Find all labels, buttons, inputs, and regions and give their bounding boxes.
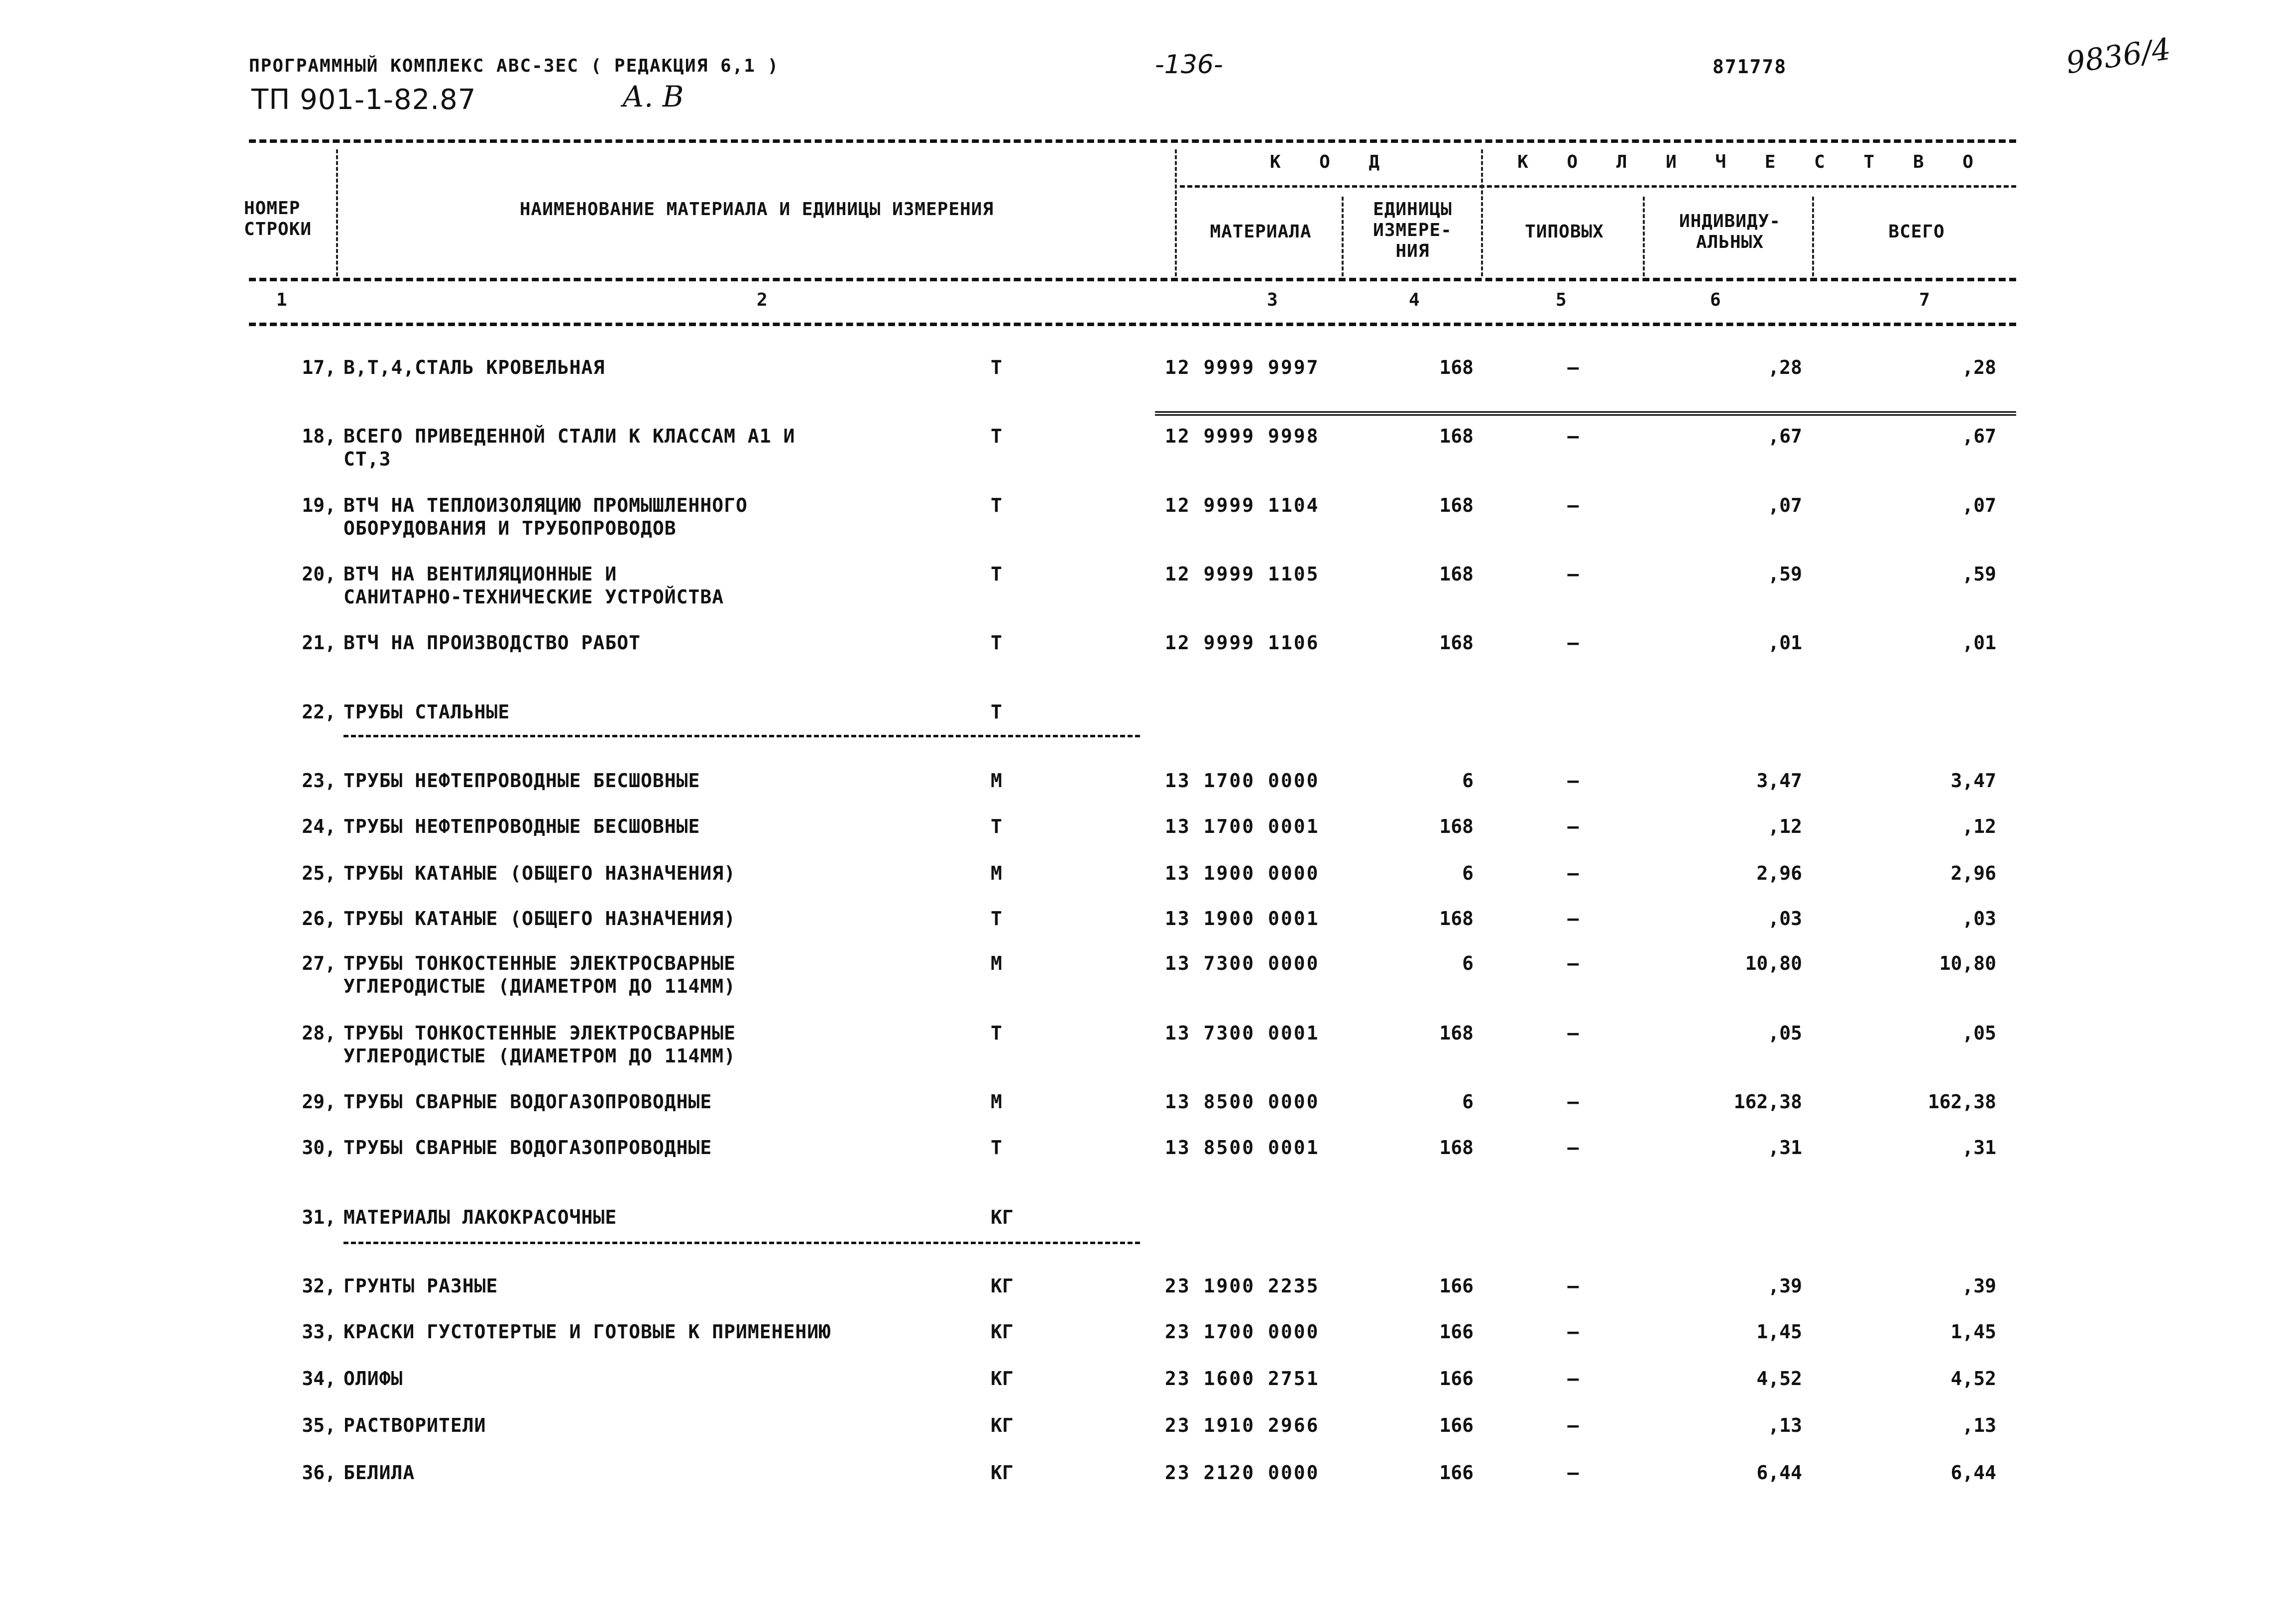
material-name: РАСТВОРИТЕЛИ (343, 1414, 486, 1436)
material-name: ГРУНТЫ РАЗНЫЕ (343, 1275, 498, 1297)
row-number: 18, (302, 425, 336, 447)
column-group-code: К О Д (1269, 152, 1394, 172)
total-quantity: ,59 (1962, 563, 1996, 585)
individual-quantity: ,67 (1768, 425, 1802, 447)
typical-quantity: – (1567, 952, 1579, 974)
section-underline (343, 1242, 1140, 1244)
material-name: ВТЧ НА ТЕПЛОИЗОЛЯЦИЮ ПРОМЫШЛЕННОГО ОБОРУДОВАНИЯ И ТРУБОПРОВОДОВ (343, 494, 748, 539)
tp-code: ТП 901-1-82.87 (251, 84, 476, 116)
section-underline (343, 735, 1140, 737)
column-number: 2 (757, 290, 768, 310)
column-separator (1812, 197, 1814, 276)
total-quantity: ,03 (1962, 908, 1996, 929)
individual-quantity: ,13 (1768, 1414, 1802, 1436)
individual-quantity: ,03 (1768, 908, 1802, 929)
measure-code: 168 (1439, 425, 1474, 447)
row-number: 35, (302, 1414, 336, 1436)
unit: КГ (991, 1414, 1014, 1436)
material-name: ТРУБЫ СТАЛЬНЫЕ (343, 701, 510, 723)
unit: КГ (991, 1275, 1014, 1297)
total-quantity: ,13 (1962, 1414, 1996, 1436)
measure-code: 166 (1439, 1368, 1474, 1390)
unit: Т (991, 908, 1002, 929)
column-header-row-number: НОМЕР СТРОКИ (244, 198, 312, 239)
column-header-unit-measure: ЕДИНИЦЫ ИЗМЕРЕ- НИЯ (1373, 199, 1452, 261)
typical-quantity: – (1567, 1275, 1579, 1297)
column-number: 7 (1919, 290, 1930, 310)
measure-code: 166 (1439, 1462, 1474, 1484)
material-name: В,Т,4,СТАЛЬ КРОВЕЛЬНАЯ (343, 356, 605, 378)
column-group-quantity: К О Л И Ч Е С Т В О (1517, 152, 1987, 172)
total-quantity: 4,52 (1950, 1368, 1996, 1390)
material-code: 23 1910 2966 (1165, 1414, 1320, 1436)
typical-quantity: – (1567, 1321, 1579, 1343)
unit: Т (991, 1137, 1002, 1159)
row-number: 25, (302, 862, 336, 884)
total-quantity: 1,45 (1950, 1321, 1996, 1343)
row-number: 28, (302, 1022, 336, 1044)
row-number: 21, (302, 632, 336, 654)
row-number: 23, (302, 770, 336, 792)
row-number: 27, (302, 952, 336, 974)
total-quantity: ,39 (1962, 1275, 1996, 1297)
individual-quantity: ,31 (1768, 1137, 1802, 1159)
individual-quantity: ,28 (1768, 356, 1802, 378)
row-number: 34, (302, 1368, 336, 1390)
typical-quantity: – (1567, 1091, 1579, 1113)
typical-quantity: – (1567, 632, 1579, 654)
material-code: 13 8500 0001 (1165, 1137, 1320, 1159)
total-quantity: ,01 (1962, 632, 1996, 654)
column-number: 1 (276, 290, 287, 310)
column-header-total: ВСЕГО (1888, 222, 1945, 242)
material-name: ТРУБЫ ТОНКОСТЕННЫЕ ЭЛЕКТРОСВАРНЫЕ УГЛЕРОДИСТЫЕ (ДИАМЕТРОМ ДО 114ММ) (343, 1022, 736, 1067)
material-code: 23 1900 2235 (1165, 1275, 1320, 1297)
column-header-name: НАИМЕНОВАНИЕ МАТЕРИАЛА И ЕДИНИЦЫ ИЗМЕРЕНИЯ (519, 199, 994, 220)
measure-code: 168 (1439, 815, 1474, 837)
individual-quantity: ,39 (1768, 1275, 1802, 1297)
material-code: 13 1900 0000 (1165, 862, 1320, 884)
unit: Т (991, 632, 1002, 654)
individual-quantity: 4,52 (1756, 1368, 1802, 1390)
column-separator (1342, 197, 1344, 276)
unit: КГ (991, 1462, 1014, 1484)
typical-quantity: – (1567, 770, 1579, 792)
measure-code: 168 (1439, 356, 1474, 378)
column-number: 5 (1556, 290, 1567, 310)
individual-quantity: 10,80 (1745, 952, 1802, 974)
measure-code: 168 (1439, 563, 1474, 585)
individual-quantity: 162,38 (1733, 1091, 1802, 1113)
row-number: 19, (302, 494, 336, 516)
material-code: 12 9999 9998 (1165, 425, 1320, 447)
total-quantity: 3,47 (1950, 770, 1996, 792)
measure-code: 166 (1439, 1321, 1474, 1343)
material-name: ТРУБЫ СВАРНЫЕ ВОДОГАЗОПРОВОДНЫЕ (343, 1091, 712, 1113)
material-code: 12 9999 1106 (1165, 632, 1320, 654)
column-separator (1481, 149, 1483, 276)
row-number: 33, (302, 1321, 336, 1343)
total-quantity: ,28 (1962, 356, 1996, 378)
document-number: 871778 (1712, 56, 1787, 78)
colnum-bottom-rule (249, 323, 2016, 326)
individual-quantity: ,12 (1768, 815, 1802, 837)
column-header-material: МАТЕРИАЛА (1210, 222, 1312, 242)
material-code: 12 9999 1104 (1165, 494, 1320, 516)
typical-quantity: – (1567, 1368, 1579, 1390)
material-code: 23 2120 0000 (1165, 1462, 1320, 1484)
typical-quantity: – (1567, 908, 1579, 929)
unit: М (991, 952, 1002, 974)
row-number: 31, (302, 1206, 336, 1228)
unit: Т (991, 425, 1002, 447)
typical-quantity: – (1567, 1414, 1579, 1436)
total-quantity: 162,38 (1928, 1091, 1996, 1113)
material-code: 13 7300 0001 (1165, 1022, 1320, 1044)
material-code: 13 7300 0000 (1165, 952, 1320, 974)
material-name: ВТЧ НА ВЕНТИЛЯЦИОННЫЕ И САНИТАРНО-ТЕХНИЧЕСКИЕ УСТРОЙСТВА (343, 563, 724, 608)
measure-code: 168 (1439, 1137, 1474, 1159)
row-number: 32, (302, 1275, 336, 1297)
material-name: ВТЧ НА ПРОИЗВОДСТВО РАБОТ (343, 632, 641, 654)
unit: М (991, 862, 1002, 884)
measure-code: 168 (1439, 494, 1474, 516)
individual-quantity: ,07 (1768, 494, 1802, 516)
typical-quantity: – (1567, 1462, 1579, 1484)
unit: Т (991, 701, 1002, 723)
material-name: ТРУБЫ НЕФТЕПРОВОДНЫЕ БЕСШОВНЫЕ (343, 815, 700, 837)
column-separator (1175, 149, 1177, 276)
total-quantity: ,05 (1962, 1022, 1996, 1044)
individual-quantity: 1,45 (1756, 1321, 1802, 1343)
material-name: КРАСКИ ГУСТОТЕРТЫЕ И ГОТОВЫЕ К ПРИМЕНЕНИЮ (343, 1321, 831, 1343)
material-name: МАТЕРИАЛЫ ЛАКОКРАСОЧНЫЕ (343, 1206, 617, 1228)
unit: Т (991, 356, 1002, 378)
total-quantity: ,12 (1962, 815, 1996, 837)
total-quantity: 10,80 (1939, 952, 1996, 974)
material-code: 23 1600 2751 (1165, 1368, 1320, 1390)
column-header-typical: ТИПОВЫХ (1525, 222, 1604, 242)
column-header-individual: ИНДИВИДУ- АЛЬНЫХ (1679, 211, 1781, 252)
unit: М (991, 1091, 1002, 1113)
unit: КГ (991, 1321, 1014, 1343)
material-code: 13 8500 0000 (1165, 1091, 1320, 1113)
program-title: ПРОГРАММНЫЙ КОМПЛЕКС АВС-3ЕС ( РЕДАКЦИЯ 6,1 ) (249, 56, 780, 76)
header-bottom-rule (249, 278, 2016, 281)
material-code: 23 1700 0000 (1165, 1321, 1320, 1343)
unit: КГ (991, 1206, 1014, 1228)
unit: Т (991, 563, 1002, 585)
measure-code: 168 (1439, 632, 1474, 654)
measure-code: 168 (1439, 1022, 1474, 1044)
material-name: ВСЕГО ПРИВЕДЕННОЙ СТАЛИ К КЛАССАМ А1 И СТ,3 (343, 425, 796, 470)
typical-quantity: – (1567, 494, 1579, 516)
row-number: 29, (302, 1091, 336, 1113)
material-name: ОЛИФЫ (343, 1368, 403, 1390)
unit: Т (991, 494, 1002, 516)
measure-code: 166 (1439, 1414, 1474, 1436)
measure-code: 166 (1439, 1275, 1474, 1297)
page-number: -136- (1155, 50, 1223, 80)
unit: М (991, 770, 1002, 792)
column-separator (336, 149, 338, 276)
material-name: ТРУБЫ СВАРНЫЕ ВОДОГАЗОПРОВОДНЫЕ (343, 1137, 712, 1159)
measure-code: 6 (1462, 1091, 1474, 1113)
material-name: ТРУБЫ ТОНКОСТЕННЫЕ ЭЛЕКТРОСВАРНЫЕ УГЛЕРОДИСТЫЕ (ДИАМЕТРОМ ДО 114ММ) (343, 952, 736, 997)
typical-quantity: – (1567, 425, 1579, 447)
unit: КГ (991, 1368, 1014, 1390)
total-quantity: ,31 (1962, 1137, 1996, 1159)
material-code: 13 1900 0001 (1165, 908, 1320, 929)
measure-code: 6 (1462, 952, 1474, 974)
unit: Т (991, 815, 1002, 837)
subtotal-separator (1155, 411, 2016, 416)
material-name: ТРУБЫ НЕФТЕПРОВОДНЫЕ БЕСШОВНЫЕ (343, 770, 700, 792)
material-code: 12 9999 1105 (1165, 563, 1320, 585)
column-number: 3 (1267, 290, 1278, 310)
total-quantity: 6,44 (1950, 1462, 1996, 1484)
column-number: 6 (1710, 290, 1721, 310)
typical-quantity: – (1567, 815, 1579, 837)
unit: Т (991, 1022, 1002, 1044)
typical-quantity: – (1567, 356, 1579, 378)
measure-code: 6 (1462, 770, 1474, 792)
individual-quantity: 3,47 (1756, 770, 1802, 792)
measure-code: 6 (1462, 862, 1474, 884)
material-name: БЕЛИЛА (343, 1462, 415, 1484)
material-code: 12 9999 9997 (1165, 356, 1320, 378)
row-number: 30, (302, 1137, 336, 1159)
author-mark: А. В (622, 80, 684, 114)
typical-quantity: – (1567, 563, 1579, 585)
individual-quantity: 6,44 (1756, 1462, 1802, 1484)
header-top-rule (249, 139, 2016, 143)
material-name: ТРУБЫ КАТАНЫЕ (ОБЩЕГО НАЗНАЧЕНИЯ) (343, 862, 736, 884)
material-name: ТРУБЫ КАТАНЫЕ (ОБЩЕГО НАЗНАЧЕНИЯ) (343, 908, 736, 929)
total-quantity: ,67 (1962, 425, 1996, 447)
typical-quantity: – (1567, 1022, 1579, 1044)
individual-quantity: 2,96 (1756, 862, 1802, 884)
row-number: 17, (302, 356, 336, 378)
row-number: 20, (302, 563, 336, 585)
code-group-rule (1180, 185, 2016, 188)
individual-quantity: ,05 (1768, 1022, 1802, 1044)
measure-code: 168 (1439, 908, 1474, 929)
typical-quantity: – (1567, 1137, 1579, 1159)
typical-quantity: – (1567, 862, 1579, 884)
row-number: 24, (302, 815, 336, 837)
material-code: 13 1700 0000 (1165, 770, 1320, 792)
column-separator (1643, 197, 1645, 276)
individual-quantity: ,01 (1768, 632, 1802, 654)
column-number: 4 (1409, 290, 1420, 310)
individual-quantity: ,59 (1768, 563, 1802, 585)
row-number: 22, (302, 701, 336, 723)
total-quantity: 2,96 (1950, 862, 1996, 884)
row-number: 36, (302, 1462, 336, 1484)
total-quantity: ,07 (1962, 494, 1996, 516)
row-number: 26, (302, 908, 336, 929)
archive-number: 9836/4 (2064, 31, 2173, 81)
material-code: 13 1700 0001 (1165, 815, 1320, 837)
